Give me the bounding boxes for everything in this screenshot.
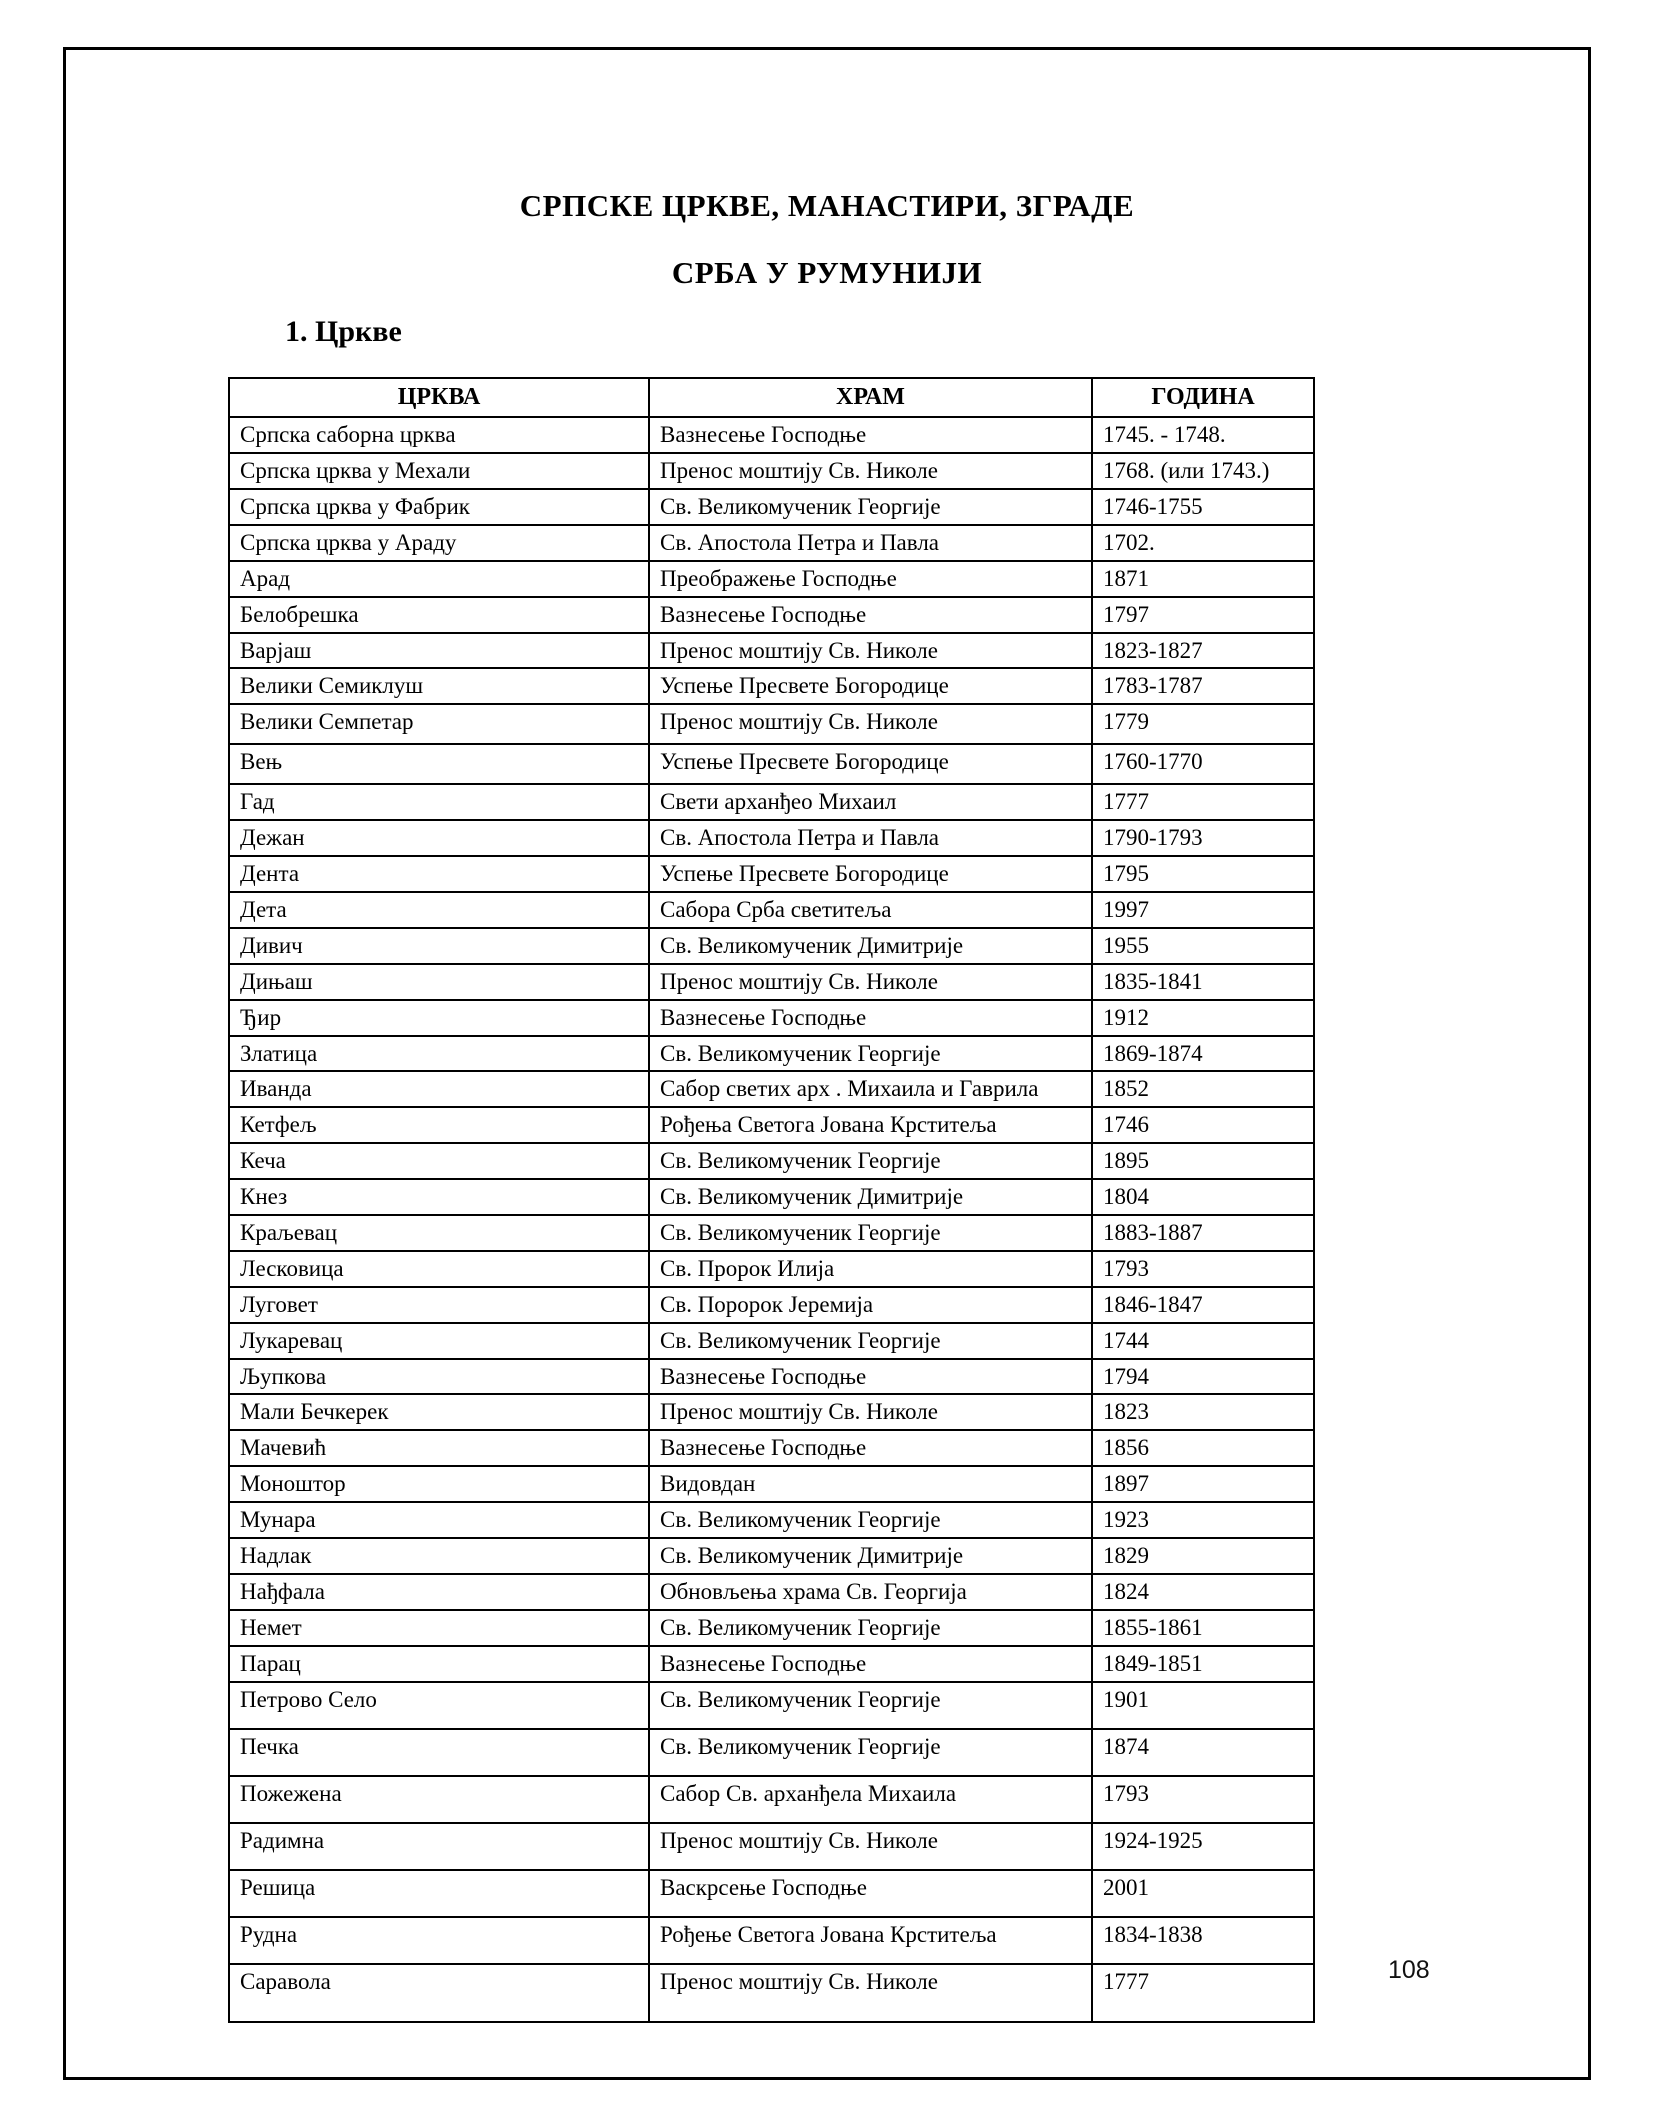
page-number: 108 <box>1388 1956 1430 1984</box>
table-row <box>229 1179 1314 1215</box>
table-row <box>229 1646 1314 1682</box>
temple-name-cell: Св. Апостола Петра и Павла <box>649 525 1092 561</box>
column-header-church: ЦРКВА <box>229 378 649 417</box>
church-name-cell: Луговет <box>229 1287 649 1323</box>
table-row <box>229 668 1314 704</box>
year-cell: 1852 <box>1092 1071 1314 1107</box>
temple-name-cell: Св. Великомученик Георгије <box>649 1215 1092 1251</box>
temple-name-cell: Вазнесење Господње <box>649 1000 1092 1036</box>
temple-name-cell: Сабор Св. арханђела Михаила <box>649 1776 1092 1823</box>
year-cell: 1793 <box>1092 1251 1314 1287</box>
year-cell: 1923 <box>1092 1502 1314 1538</box>
temple-name-cell: Успење Пресвете Богородице <box>649 668 1092 704</box>
church-name-cell: Велики Семиклуш <box>229 668 649 704</box>
year-cell: 1849-1851 <box>1092 1646 1314 1682</box>
church-name-cell: Мунара <box>229 1502 649 1538</box>
table-row <box>229 1394 1314 1430</box>
temple-name-cell: Св. Великомученик Георгије <box>649 1143 1092 1179</box>
table-row <box>229 1574 1314 1610</box>
temple-name-cell: Вазнесење Господње <box>649 1430 1092 1466</box>
temple-name-cell: Пренос моштију Св. Николе <box>649 633 1092 669</box>
table-row <box>229 1215 1314 1251</box>
church-name-cell: Радимна <box>229 1823 649 1870</box>
table-row <box>229 928 1314 964</box>
year-cell: 1955 <box>1092 928 1314 964</box>
temple-name-cell: Св. Великомученик Георгије <box>649 1610 1092 1646</box>
church-name-cell: Печка <box>229 1729 649 1776</box>
church-name-cell: Иванда <box>229 1071 649 1107</box>
church-name-cell: Белобрешка <box>229 597 649 633</box>
church-name-cell: Српска црква у Араду <box>229 525 649 561</box>
church-name-cell: Ђир <box>229 1000 649 1036</box>
year-cell: 1777 <box>1092 784 1314 820</box>
year-cell: 1869-1874 <box>1092 1036 1314 1072</box>
year-cell: 1835-1841 <box>1092 964 1314 1000</box>
year-cell: 1883-1887 <box>1092 1215 1314 1251</box>
temple-name-cell: Пренос моштију Св. Николе <box>649 1823 1092 1870</box>
temple-name-cell: Св. Великомученик Георгије <box>649 489 1092 525</box>
year-cell: 1897 <box>1092 1466 1314 1502</box>
table-row <box>229 1143 1314 1179</box>
church-name-cell: Српска саборна црква <box>229 417 649 453</box>
table-row <box>229 561 1314 597</box>
year-cell: 1746-1755 <box>1092 489 1314 525</box>
table-row <box>229 1000 1314 1036</box>
temple-name-cell: Св. Великомученик Димитрије <box>649 1179 1092 1215</box>
table-row <box>229 525 1314 561</box>
year-cell: 1856 <box>1092 1430 1314 1466</box>
church-name-cell: Арад <box>229 561 649 597</box>
church-name-cell: Дета <box>229 892 649 928</box>
church-name-cell: Рудна <box>229 1917 649 1964</box>
temple-name-cell: Св. Великомученик Георгије <box>649 1036 1092 1072</box>
year-cell: 1846-1847 <box>1092 1287 1314 1323</box>
church-name-cell: Варјаш <box>229 633 649 669</box>
church-name-cell: Моноштор <box>229 1466 649 1502</box>
section-heading: 1. Цркве <box>285 315 402 348</box>
temple-name-cell: Пренос моштију Св. Николе <box>649 453 1092 489</box>
table-row <box>229 1071 1314 1107</box>
temple-name-cell: Видовдан <box>649 1466 1092 1502</box>
table-row <box>229 892 1314 928</box>
temple-name-cell: Св. Великомученик Георгије <box>649 1502 1092 1538</box>
church-name-cell: Лукаревац <box>229 1323 649 1359</box>
church-name-cell: Мачевић <box>229 1430 649 1466</box>
temple-name-cell: Пренос моштију Св. Николе <box>649 704 1092 744</box>
year-cell: 1760-1770 <box>1092 744 1314 784</box>
table-row <box>229 417 1314 453</box>
temple-name-cell: Пренос моштију Св. Николе <box>649 1394 1092 1430</box>
temple-name-cell: Успење Пресвете Богородице <box>649 856 1092 892</box>
year-cell: 1793 <box>1092 1776 1314 1823</box>
temple-name-cell: Преображење Господње <box>649 561 1092 597</box>
year-cell: 1997 <box>1092 892 1314 928</box>
year-cell: 1871 <box>1092 561 1314 597</box>
year-cell: 1824 <box>1092 1574 1314 1610</box>
temple-name-cell: Св. Великомученик Димитрије <box>649 928 1092 964</box>
temple-name-cell: Обновљења храма Св. Георгија <box>649 1574 1092 1610</box>
year-cell: 1823-1827 <box>1092 633 1314 669</box>
church-name-cell: Златица <box>229 1036 649 1072</box>
table-row <box>229 1466 1314 1502</box>
year-cell: 1804 <box>1092 1179 1314 1215</box>
year-cell: 1823 <box>1092 1394 1314 1430</box>
table-row <box>229 856 1314 892</box>
table-row <box>229 1107 1314 1143</box>
temple-name-cell: Вазнесење Господње <box>649 417 1092 453</box>
temple-name-cell: Св. Великомученик Георгије <box>649 1729 1092 1776</box>
table-row <box>229 744 1314 784</box>
church-name-cell: Дежан <box>229 820 649 856</box>
church-name-cell: Српска црква у Мехали <box>229 453 649 489</box>
temple-name-cell: Пренос моштију Св. Николе <box>649 964 1092 1000</box>
temple-name-cell: Вазнесење Господње <box>649 1646 1092 1682</box>
year-cell: 1777 <box>1092 1964 1314 2022</box>
church-name-cell: Пожежена <box>229 1776 649 1823</box>
year-cell: 1797 <box>1092 597 1314 633</box>
church-name-cell: Љупкова <box>229 1359 649 1395</box>
table-row <box>229 1823 1314 1870</box>
temple-name-cell: Успење Пресвете Богородице <box>649 744 1092 784</box>
temple-name-cell: Рођење Светога Јована Крститеља <box>649 1917 1092 1964</box>
table-row <box>229 1502 1314 1538</box>
year-cell: 1702. <box>1092 525 1314 561</box>
year-cell: 1901 <box>1092 1682 1314 1729</box>
temple-name-cell: Свети арханђео Михаил <box>649 784 1092 820</box>
table-row <box>229 820 1314 856</box>
temple-name-cell: Пренос моштију Св. Николе <box>649 1964 1092 2022</box>
church-name-cell: Решица <box>229 1870 649 1917</box>
table-row <box>229 633 1314 669</box>
table-row <box>229 453 1314 489</box>
temple-name-cell: Рођења Светога Јована Крститеља <box>649 1107 1092 1143</box>
table-row <box>229 1251 1314 1287</box>
churches-table-body <box>229 417 1314 2021</box>
church-name-cell: Петрово Село <box>229 1682 649 1729</box>
table-row <box>229 1323 1314 1359</box>
temple-name-cell: Васкрсење Господње <box>649 1870 1092 1917</box>
table-row <box>229 1917 1314 1964</box>
church-name-cell: Мали Бечкерек <box>229 1394 649 1430</box>
table-row <box>229 964 1314 1000</box>
church-name-cell: Надлак <box>229 1538 649 1574</box>
table-row <box>229 1430 1314 1466</box>
temple-name-cell: Вазнесење Господње <box>649 1359 1092 1395</box>
church-name-cell: Кеча <box>229 1143 649 1179</box>
temple-name-cell: Св. Великомученик Георгије <box>649 1682 1092 1729</box>
year-cell: 1895 <box>1092 1143 1314 1179</box>
church-name-cell: Гад <box>229 784 649 820</box>
year-cell: 1834-1838 <box>1092 1917 1314 1964</box>
column-header-year: ГОДИНА <box>1092 378 1314 417</box>
temple-name-cell: Сабор светих арх . Михаила и Гаврила <box>649 1071 1092 1107</box>
table-row <box>229 704 1314 744</box>
year-cell: 2001 <box>1092 1870 1314 1917</box>
church-name-cell: Дента <box>229 856 649 892</box>
temple-name-cell: Вазнесење Господње <box>649 597 1092 633</box>
table-row <box>229 489 1314 525</box>
table-row <box>229 1729 1314 1776</box>
document-title-line2: СРБА У РУМУНИЈИ <box>671 255 983 290</box>
temple-name-cell: Св. Апостола Петра и Павла <box>649 820 1092 856</box>
temple-name-cell: Св. Пророк Илија <box>649 1251 1092 1287</box>
year-cell: 1794 <box>1092 1359 1314 1395</box>
year-cell: 1746 <box>1092 1107 1314 1143</box>
churches-table-header <box>229 378 1314 417</box>
header-row <box>229 378 1314 417</box>
church-name-cell: Нађфала <box>229 1574 649 1610</box>
year-cell: 1744 <box>1092 1323 1314 1359</box>
year-cell: 1874 <box>1092 1729 1314 1776</box>
churches-table <box>228 377 1315 2023</box>
year-cell: 1745. - 1748. <box>1092 417 1314 453</box>
church-name-cell: Немет <box>229 1610 649 1646</box>
church-name-cell: Велики Семпетар <box>229 704 649 744</box>
church-name-cell: Кетфељ <box>229 1107 649 1143</box>
table-row <box>229 1610 1314 1646</box>
church-name-cell: Српска црква у Фабрик <box>229 489 649 525</box>
church-name-cell: Дињаш <box>229 964 649 1000</box>
table-row <box>229 1538 1314 1574</box>
column-header-temple: ХРАМ <box>649 378 1092 417</box>
year-cell: 1790-1793 <box>1092 820 1314 856</box>
church-name-cell: Лесковица <box>229 1251 649 1287</box>
table-row <box>229 1964 1314 2022</box>
year-cell: 1783-1787 <box>1092 668 1314 704</box>
church-name-cell: Саравола <box>229 1964 649 2022</box>
year-cell: 1795 <box>1092 856 1314 892</box>
table-row <box>229 1287 1314 1323</box>
year-cell: 1829 <box>1092 1538 1314 1574</box>
table-row <box>229 1359 1314 1395</box>
year-cell: 1912 <box>1092 1000 1314 1036</box>
year-cell: 1924-1925 <box>1092 1823 1314 1870</box>
church-name-cell: Краљевац <box>229 1215 649 1251</box>
year-cell: 1768. (или 1743.) <box>1092 453 1314 489</box>
year-cell: 1779 <box>1092 704 1314 744</box>
temple-name-cell: Св. Великомученик Георгије <box>649 1323 1092 1359</box>
table-row <box>229 784 1314 820</box>
church-name-cell: Вењ <box>229 744 649 784</box>
church-name-cell: Кнез <box>229 1179 649 1215</box>
table-row <box>229 1682 1314 1729</box>
church-name-cell: Парац <box>229 1646 649 1682</box>
church-name-cell: Дивич <box>229 928 649 964</box>
table-row <box>229 1870 1314 1917</box>
table-row <box>229 1776 1314 1823</box>
table-row <box>229 1036 1314 1072</box>
table-row <box>229 597 1314 633</box>
year-cell: 1855-1861 <box>1092 1610 1314 1646</box>
document-title-line1: СРПСКЕ ЦРКВЕ, МАНАСТИРИ, ЗГРАДЕ <box>519 188 1135 223</box>
temple-name-cell: Св. Великомученик Димитрије <box>649 1538 1092 1574</box>
temple-name-cell: Сабора Срба светитеља <box>649 892 1092 928</box>
temple-name-cell: Св. Поророк Јеремија <box>649 1287 1092 1323</box>
